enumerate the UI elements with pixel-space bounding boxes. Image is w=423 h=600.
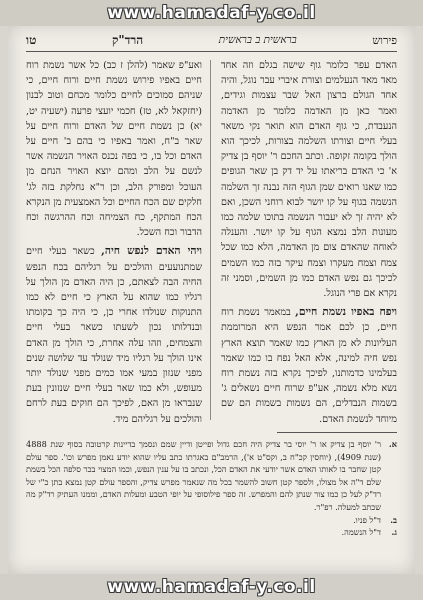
watermark-banner-bottom [0, 574, 423, 600]
footnotes [26, 438, 397, 539]
footnote-text: ד"ל הנשמה. [341, 527, 381, 538]
footnote [26, 526, 397, 539]
commentary-column-left [26, 58, 202, 423]
watermark-banner-top [0, 0, 423, 26]
commentary-paragraph [221, 305, 397, 423]
footnote-mark: ג. [391, 527, 397, 538]
running-head-section: בראשית ב בראשית [218, 34, 297, 46]
commentary-text: כשאר בעלי חיים שמתנועעים והולכים על רגליהם בכח הנפש החיה הבה לצאתם, כן היה האדם מן הולך על רגליו כמו שהוא על הארץ כי חיים לא כמו התנוקות שנולדו אחרי כן, כי היה כך בקומתו ובנדלותו נכון לשעתו כשאר בעלי חיים והצמחים, וזהו עלה אחרת, כי הולך מן האדם אינו הולך על רגליו מיד שנולד עד שלושה שנים מפני שנזון במעי אמו כמים מפני שנולד יותר מעופש, ולא כמו שאר בעלי חיים שנזונין בעת שנבראו מן האם, לפיכך הם חוקים בעת לרחם והולכים על רגליהם מיד. [26, 246, 202, 423]
commentary-paragraph [26, 244, 202, 423]
watermark-text-top: www.hamadaf-y.co.il [107, 3, 316, 23]
book-page [8, 24, 415, 574]
verse-lead-phrase: ויהי האדם לנפש חיה, [101, 245, 202, 258]
footnote-rule [277, 432, 397, 433]
page-number: טו [26, 32, 37, 47]
commentary-paragraph: האדם עפר כלומר גוף שישה בגלם וזה אחד מאד מאד הנעלמים וצורת איברי עבר נוגל, והיה אחד הגולם ברצון האל שבר עצמות וגידים, ואמר כאן מן האדמה כלומר מן האדמה הנעבדת, כי גוף האדם הוא תואר נקי משאר בעלי חיים וצורתו השלמה בצורות, לכיכך הוא הולך בקומה זקופה. וכתב החכם ר' יוסף בן צדיק א' כי האדם בריאתו על יד דק בן שאר הגופים כמו שאנו רואים שמן הגוף הזה נבנה זך השלמה הנשמה בגוף על קו יושר לבוא רוחני השכן, ואם לא יהיה זך לא יעבור הנשמה בתוכו שלמה כמו מעונות הלב נמצא הגוף על קו יושר. והענלה לאוחה שהאדם צום מן האדמה, הלא כמו שכל צמח וצמח מעקרו וצמח עיקר בזה כמו השמים לכיכך גם נפש האדם כמו מן השמים, וסמני זה נקרא אם פרי הנוגל. [221, 60, 397, 300]
commentary-column-right [221, 58, 397, 423]
footnote-mark: א. [388, 439, 397, 449]
column-divider [210, 60, 211, 420]
footnote [26, 438, 397, 514]
header-rule [26, 51, 397, 52]
footnote-text: ד"ל פניו. [353, 514, 381, 525]
commentary-text: במאמר נשמת רוח חיים, כן לכם אמר הנפש היא המרוממת העליונות לא מן הארץ כמו שאמר תוצא הארץ נפש חיה למינה, אלא האל נפח בו כמו שאמר בעלמינו כדמותנו, לפיכך נקרא בזה נשמת רוח נשא מלא נשמה, אע"פ שרוח חיים נשאלים ג' בשמות הנבדלים, הם נשמות בשמות הם שם מיוחד לנשמת האדם. [221, 307, 397, 423]
footnote [26, 514, 397, 527]
footnote-mark: ב. [390, 514, 397, 525]
watermark-text-bottom: www.hamadaf-y.co.il [107, 577, 316, 597]
commentary-paragraph: ואע"פ שאמר (להלן ז כב) כל אשר נשמת רוח חיים באפיו פירוש נשמת חיים ורוח חיים, כי שניהם סמוכים לחיים כלומר מכחם וטוב לבנון (יחזקאל לא, טז) חכמי יועצי פרעה (ישעיה יט, יא) כן נשמת חיים של האדם ורוח חיים על שאר ב"ח, ואמר באפיו כי בהם ב' חיים על האדם וכל בו, כי בפה נכנס האויר הנשמה אשר לנשם על הלב ומהם יוצא האויר הנחם מן העוכל ומפורק הלב, וכן ר"א נחלקת בזה לג' חלקים שם הכח החיים וכל האמצעית מן הנקרא הכח המתקף, כח הצמיחה וכח ההרגשה וכח הדבור וכח השכל. [26, 60, 202, 239]
running-head-title: הרד"ק [111, 32, 144, 47]
running-head [26, 30, 397, 50]
running-head-label: פירוש [372, 33, 397, 47]
verse-lead-phrase: ויפח באפיו נשמת חיים, [295, 306, 397, 319]
footnote-text: ר' יוסף בן צדיק או ר' יוסי בר צדיק היה חכם גדול ופייטן ודיין שמם ונסמך בדיינות קרטובה בסוף שנת 4888 (שנת 4909), (יוחסין קכ"ח ב, וקס"ט א'), הרמב"ם באגרתו כתב עליו שהוא יודע נאמן מפרש וכו'. ספר עולם קטן שחבר בו לאותו האדם אשר יודעי את האדם הכל, ונכתב בו על ענין הנפש, וכמו המצוי בכר סלפה הכל בשמת שלם ד"ה אל מצולו, ולספר קטן חשוב להשמר בכל מה שנאמר מפרש צדיק, והספר עולם קטן נמצא בתן כ"י של רד"ק לעל כן כמו צור שנתן להם והמפרש. זה ספר פילוסופי על יופי הטבע ומעלות האדם, וממנו העתיק רד"ק מה שכתב למעלה. רפ"ר. [26, 439, 382, 512]
